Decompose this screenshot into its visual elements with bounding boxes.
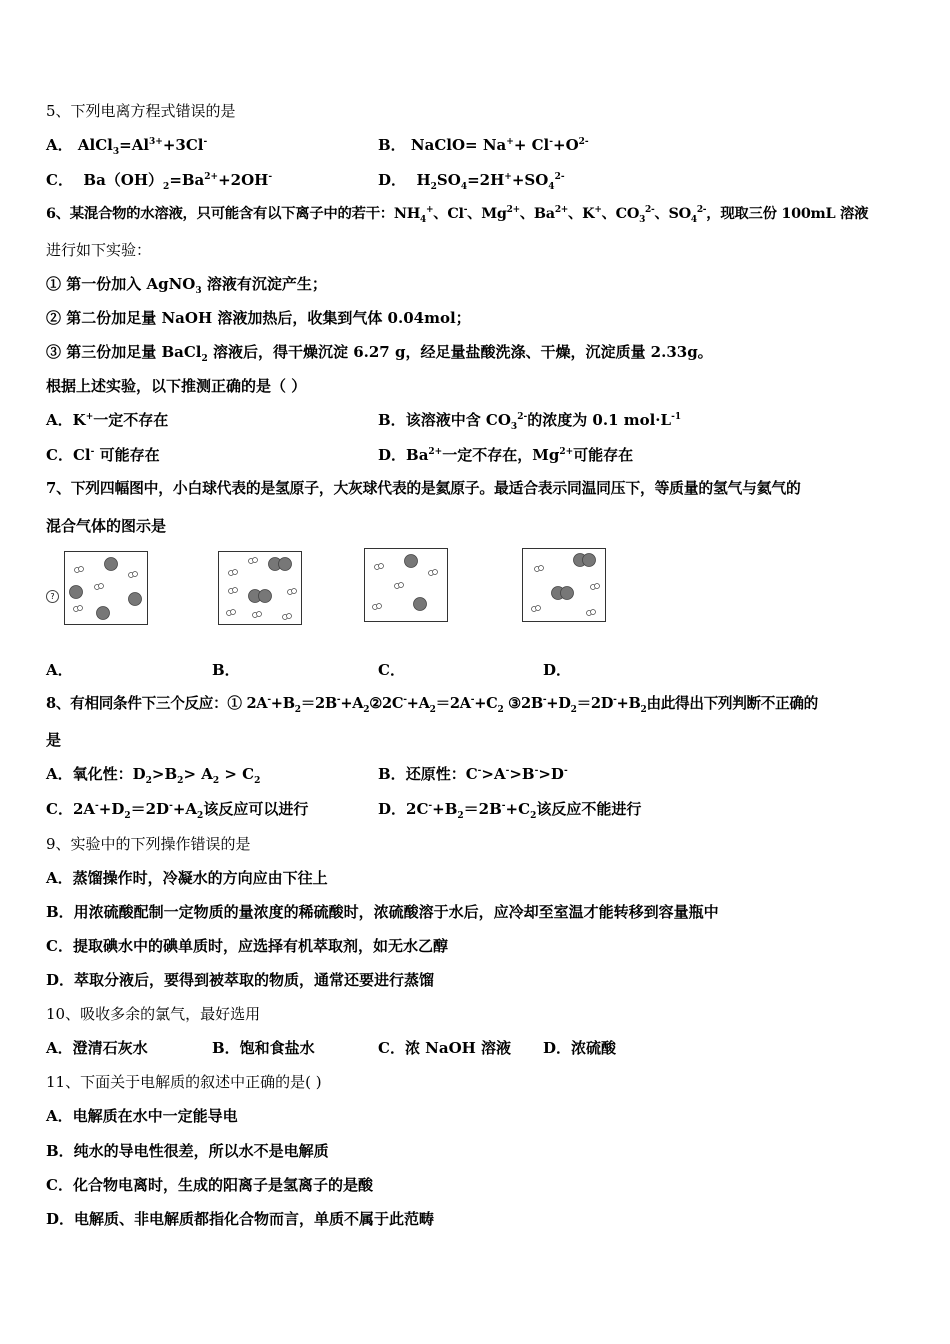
subscript: 3 — [195, 286, 202, 296]
subscript: 2 — [363, 704, 370, 715]
text: SO — [436, 171, 461, 189]
text: Ba（OH） — [83, 171, 164, 189]
q8-option-b[interactable] — [378, 764, 568, 784]
subscript: 4 — [460, 182, 468, 192]
text: ① 第一份加入 AgNO — [46, 275, 196, 293]
text: ＝2D — [576, 695, 614, 712]
text: 该反应不能进行 — [536, 800, 642, 818]
helium-molecule-atom — [279, 558, 292, 571]
q8-option-d[interactable] — [378, 799, 641, 819]
q6-option-a[interactable] — [46, 410, 168, 430]
subscript: 2 — [201, 354, 208, 364]
text: 一定不存在 — [93, 411, 169, 429]
text: K — [72, 411, 86, 429]
subscript: 2 — [429, 704, 436, 715]
subscript: 2 — [124, 811, 131, 821]
q5-stem: 5、下列电离方程式错误的是 — [46, 102, 236, 120]
helium-atom — [414, 598, 427, 611]
subscript: 2 — [212, 776, 220, 786]
helium-molecule-atom — [259, 590, 272, 603]
subscript: 2 — [570, 704, 577, 715]
q10-stem: 10、吸收多余的氯气，最好选用 — [46, 1005, 261, 1023]
text: 6、某混合物的水溶液，只可能含有以下离子中的若干：NH — [46, 205, 421, 222]
text: ③ 第三份加足量 BaCl — [46, 343, 202, 361]
superscript: 2- — [517, 412, 528, 422]
superscript: + — [426, 205, 434, 216]
q9-option-a[interactable]: A．蒸馏操作时，冷凝水的方向应由下往上 — [46, 869, 328, 887]
helium-molecule-atom — [583, 554, 596, 567]
text: + Cl — [513, 136, 550, 154]
subscript: 4 — [420, 214, 427, 225]
text: 、Cl — [433, 205, 464, 222]
q6-experiment-3 — [46, 342, 713, 362]
text: 的浓度为 0.1 mol·L — [527, 411, 672, 429]
figure-b[interactable] — [218, 551, 302, 625]
text: +O — [553, 136, 579, 154]
q8-option-c[interactable] — [46, 799, 308, 819]
superscript: -1 — [671, 412, 682, 422]
q8-option-a[interactable] — [46, 764, 260, 784]
superscript: 2+ — [204, 172, 219, 182]
superscript: + — [594, 205, 602, 216]
subscript: 3 — [639, 214, 646, 225]
figure-b-diagram — [219, 552, 301, 624]
text: +B — [432, 800, 458, 818]
text: 、CO — [601, 205, 640, 222]
text: 由此得出下列判断不正确的 — [646, 695, 818, 712]
superscript: - — [505, 766, 510, 776]
text: 氧化性：D — [72, 765, 146, 783]
text: ③2B — [503, 695, 543, 712]
superscript: - — [95, 801, 99, 811]
option-label: D． — [378, 171, 407, 189]
superscript: - — [501, 801, 506, 811]
subscript: 2 — [294, 704, 301, 715]
text: +B — [270, 695, 295, 712]
subscript: 2 — [163, 182, 170, 192]
text: 可能存在 — [573, 446, 634, 464]
superscript: + — [506, 137, 514, 147]
helium-atom — [97, 607, 110, 620]
q6-experiment-2: ② 第二份加足量 NaOH 溶液加热后，收集到气体 0.04mol； — [46, 309, 471, 327]
superscript: - — [463, 205, 468, 216]
subscript: 2 — [254, 776, 261, 786]
text: +2OH — [218, 171, 269, 189]
q11-stem: 11、下面关于电解质的叙述中正确的是( ) — [46, 1073, 322, 1091]
text: ＝2D — [130, 800, 170, 818]
q6-stem-line2: 进行如下实验： — [46, 241, 152, 259]
subscript: 2 — [497, 704, 504, 715]
figure-c-diagram — [365, 549, 447, 621]
superscript: - — [542, 695, 547, 706]
superscript: - — [428, 801, 433, 811]
text: 8、有相同条件下三个反应：① 2A — [46, 695, 268, 712]
subscript: 2 — [145, 776, 152, 786]
text: =Al — [119, 136, 150, 154]
figure-d[interactable] — [522, 548, 606, 622]
q10-option-a[interactable]: A．澄清石灰水 — [46, 1039, 148, 1057]
superscript: 2+ — [559, 447, 574, 457]
text: 2C — [406, 800, 429, 818]
text: +SO — [511, 171, 549, 189]
superscript: - — [613, 695, 617, 706]
helium-molecule-atom — [561, 587, 574, 600]
q7-stem: 7、下列四幅图中，小白球代表的是氢原子，大灰球代表的是氦原子。最适合表示同温同压下，等质量的氢气与氦气的 — [46, 480, 801, 497]
q7-option-d[interactable]: D． — [543, 661, 572, 679]
q7-stem-line2: 混合气体的图示是 — [46, 517, 167, 535]
q6-stem — [46, 204, 868, 224]
text: >B — [509, 765, 535, 783]
helium-atom — [405, 555, 418, 568]
figure-c[interactable] — [364, 548, 448, 622]
subscript: 4 — [548, 182, 555, 192]
superscript: - — [477, 766, 482, 776]
text: +3Cl — [162, 136, 204, 154]
superscript: - — [470, 695, 475, 706]
subscript: 2 — [640, 704, 647, 715]
text: > C — [219, 765, 255, 783]
option-label: C． — [46, 800, 73, 818]
text: +A — [172, 800, 198, 818]
subscript: 2 — [457, 811, 464, 821]
text: 、Ba — [519, 205, 555, 222]
text: NaClO= Na — [410, 136, 507, 154]
text: +C — [474, 695, 498, 712]
q6-option-c[interactable] — [46, 445, 160, 465]
superscript: + — [85, 412, 94, 422]
q9-stem: 9、实验中的下列操作错误的是 — [46, 835, 251, 853]
option-label: D． — [378, 800, 407, 818]
figure-d-diagram — [523, 549, 605, 621]
text: 、Mg — [467, 205, 507, 222]
text: >A — [481, 765, 506, 783]
q9-option-d[interactable]: D．萃取分液后，要得到被萃取的物质，通常还要进行蒸馏 — [46, 971, 435, 989]
q11-option-b[interactable]: B．纯水的导电性很差，所以水不是电解质 — [46, 1142, 329, 1160]
q9-option-c[interactable]: C．提取碘水中的碘单质时，应选择有机萃取剂，如无水乙醇 — [46, 937, 448, 955]
superscript: 2- — [645, 205, 655, 216]
q7-option-b[interactable]: B． — [212, 661, 240, 679]
option-label: A． — [46, 411, 73, 429]
text: ＝2B — [300, 695, 337, 712]
text: Ba — [406, 446, 429, 464]
text: 可能存在 — [94, 446, 160, 464]
circle-mark-icon: ? — [46, 590, 59, 603]
q6-experiment-1 — [46, 274, 327, 294]
helium-atom — [129, 593, 142, 606]
text: +C — [505, 800, 531, 818]
text: ＝2A — [435, 695, 471, 712]
q6-option-d[interactable] — [378, 445, 633, 465]
q8-stem — [46, 694, 818, 714]
superscript: + — [504, 172, 512, 182]
superscript: 2+ — [554, 205, 569, 216]
figure-a[interactable] — [64, 551, 148, 625]
q10-option-d[interactable]: D．浓硫酸 — [543, 1039, 617, 1057]
superscript: 2- — [578, 137, 589, 147]
q5-option-a[interactable] — [46, 135, 207, 155]
text: +B — [616, 695, 641, 712]
text: Cl — [72, 446, 91, 464]
subscript: 4 — [690, 214, 697, 225]
q7-option-a[interactable]: A． — [46, 661, 73, 679]
text: 2A — [72, 800, 96, 818]
q10-option-c[interactable]: C．浓 NaOH 溶液 — [378, 1039, 512, 1057]
text: 还原性：C — [405, 765, 478, 783]
text: >D — [538, 765, 564, 783]
subscript: 2 — [177, 776, 184, 786]
superscript: - — [549, 137, 554, 147]
superscript: 2+ — [506, 205, 520, 216]
text: 溶液有沉淀产生； — [201, 275, 327, 293]
option-label: D． — [378, 446, 407, 464]
option-label: C． — [46, 171, 73, 189]
text: 溶液后，得干燥沉淀 6.27 g，经足量盐酸洗涤、干燥，沉淀质量 2.33g。 — [207, 343, 713, 361]
q5-option-b[interactable] — [378, 135, 589, 155]
superscript: - — [534, 766, 539, 776]
text: AlCl — [77, 136, 113, 154]
q6-option-b[interactable] — [378, 410, 681, 430]
text: >B — [151, 765, 178, 783]
superscript: - — [90, 447, 95, 457]
text: +A — [406, 695, 430, 712]
text: 、SO — [654, 205, 691, 222]
superscript: 3+ — [149, 137, 163, 147]
option-label: B． — [378, 411, 406, 429]
helium-atom — [105, 558, 118, 571]
subscript: 2 — [197, 811, 204, 821]
subscript: 2 — [530, 811, 537, 821]
text: ＝2B — [463, 800, 502, 818]
superscript: - — [336, 695, 341, 706]
subscript: 2 — [430, 182, 437, 192]
option-label: C． — [46, 446, 73, 464]
text: +D — [546, 695, 571, 712]
text: 该反应可以进行 — [203, 800, 309, 818]
text: H — [416, 171, 431, 189]
text: 一定不存在，Mg — [442, 446, 560, 464]
text: =2H — [467, 171, 505, 189]
option-label: B． — [378, 136, 406, 154]
q9-option-b[interactable]: B．用浓硫酸配制一定物质的量浓度的稀硫酸时，浓硫酸溶于水后，应冷却至室温才能转移到容量瓶中 — [46, 903, 719, 921]
superscript: - — [203, 137, 208, 147]
superscript: - — [563, 766, 568, 776]
text: =Ba — [169, 171, 205, 189]
superscript: 2- — [696, 205, 707, 216]
text: > A — [183, 765, 213, 783]
q11-option-d[interactable]: D．电解质、非电解质都指化合物而言，单质不属于此范畴 — [46, 1210, 435, 1228]
superscript: - — [268, 172, 273, 182]
option-label: A． — [46, 136, 73, 154]
q6-question: 根据上述实验，以下推测正确的是（ ） — [46, 377, 307, 395]
text: 、K — [568, 205, 595, 222]
superscript: - — [267, 695, 271, 706]
helium-atom — [70, 586, 83, 599]
q5-option-c[interactable] — [46, 170, 272, 190]
option-label: B． — [378, 765, 406, 783]
option-label: A． — [46, 765, 73, 783]
figure-a-diagram — [65, 552, 147, 624]
superscript: - — [403, 695, 407, 706]
superscript: 2+ — [428, 447, 443, 457]
text: ，现取三份 100mL 溶液 — [706, 205, 869, 222]
text: +A — [340, 695, 364, 712]
q10-option-b[interactable]: B．饱和食盐水 — [212, 1039, 315, 1057]
text: +D — [98, 800, 125, 818]
q8-stem-line2: 是 — [46, 731, 62, 749]
subscript: 3 — [112, 147, 120, 157]
subscript: 3 — [510, 422, 518, 432]
q11-option-c[interactable]: C．化合物电离时，生成的阳离子是氢离子的是酸 — [46, 1176, 373, 1194]
superscript: - — [169, 801, 173, 811]
q7-option-c[interactable]: C． — [378, 661, 405, 679]
text: ②2C — [369, 695, 404, 712]
superscript: 2- — [554, 172, 565, 182]
q5-option-d[interactable] — [378, 170, 565, 190]
q11-option-a[interactable]: A．电解质在水中一定能导电 — [46, 1107, 238, 1125]
text: 该溶液中含 CO — [405, 411, 511, 429]
